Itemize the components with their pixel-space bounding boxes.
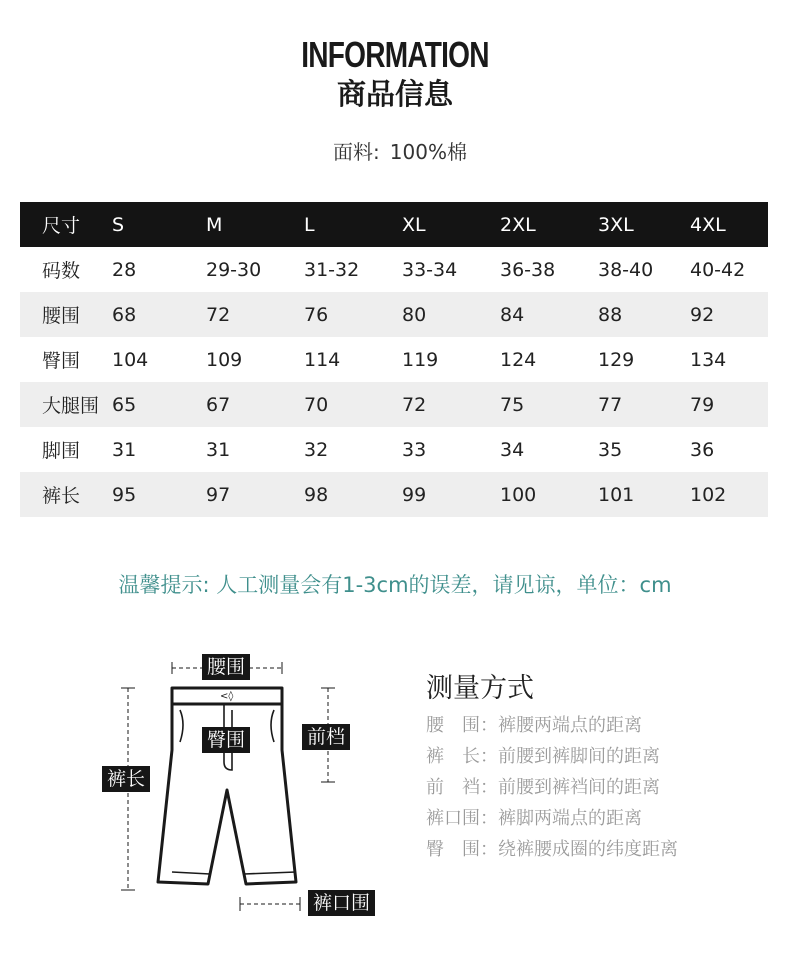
table-header-row [20,202,768,247]
table-header-cell: 3XL [598,213,634,236]
table-cell: 70 [304,393,329,416]
table-cell: 36 [690,438,715,461]
table-cell: 79 [690,393,715,416]
table-cell: 40-42 [690,258,746,281]
method-title: 测量方式 [426,673,534,704]
table-row [20,382,768,427]
table-cell: 65 [112,393,137,416]
table-cell: 32 [304,438,329,461]
table-cell: 129 [598,348,635,371]
table-cell: 95 [112,483,137,506]
method-list [426,711,678,866]
table-cell: 31-32 [304,258,360,281]
table-cell: 76 [304,303,329,326]
table-cell: 98 [304,483,329,506]
table-cell: 100 [500,483,537,506]
table-row [20,472,768,517]
method-item: 裤 长：前腰到裤脚间的距离 [426,746,660,767]
table-cell: 124 [500,348,537,371]
table-row [20,247,768,292]
row-label: 臀围 [42,350,81,372]
table-header-cell: L [304,213,315,236]
table-cell: 29-30 [206,258,262,281]
table-cell: 92 [690,303,715,326]
table-header-cell: XL [402,213,426,236]
label-hip: 臀围 [202,727,250,753]
measurement-tip: 温馨提示: 人工测量会有1-3cm的误差，请见谅，单位：cm [118,573,672,597]
method-item: 腰 围：裤腰两端点的距离 [426,715,642,736]
table-cell: 102 [690,483,727,506]
label-length: 裤长 [102,766,150,792]
row-label: 腰围 [42,305,81,327]
table-cell: 77 [598,393,623,416]
table-row [20,427,768,472]
table-cell: 33-34 [402,258,458,281]
table-header-cell: 4XL [690,213,726,236]
table-cell: 109 [206,348,243,371]
row-label: 码数 [42,260,81,282]
fabric-value: 100%棉 [389,140,467,164]
table-cell: 84 [500,303,525,326]
table-cell: 99 [402,483,427,506]
svg-text:<◊: <◊ [220,691,234,702]
row-label: 大腿围 [42,395,100,417]
row-label: 裤长 [42,485,81,507]
table-cell: 67 [206,393,231,416]
table-cell: 80 [402,303,427,326]
table-cell: 114 [304,348,341,371]
row-label: 脚围 [42,440,81,462]
table-cell: 75 [500,393,525,416]
title-english: INFORMATION [301,34,489,75]
table-cell: 31 [206,438,231,461]
table-cell: 33 [402,438,427,461]
table-cell: 119 [402,348,439,371]
fabric-info [0,136,790,165]
size-table [20,202,768,517]
table-cell: 101 [598,483,635,506]
table-header-cell: 2XL [500,213,536,236]
table-cell: 31 [112,438,137,461]
table-cell: 35 [598,438,623,461]
label-rise: 前档 [302,724,350,750]
table-cell: 88 [598,303,623,326]
method-item: 前 裆：前腰到裤裆间的距离 [426,777,660,798]
table-cell: 36-38 [500,258,556,281]
table-header-cell: S [112,213,125,236]
title-chinese: 商品信息 [336,77,453,111]
table-header-cell: 尺寸 [42,215,81,237]
table-cell: 134 [690,348,727,371]
table-cell: 104 [112,348,149,371]
table-header-cell: M [206,213,223,236]
label-waist: 腰围 [202,654,250,680]
table-row [20,337,768,382]
table-cell: 34 [500,438,525,461]
method-item: 裤口围：裤脚两端点的距离 [426,808,642,829]
pants-diagram [100,650,400,920]
label-hem: 裤口围 [308,890,375,916]
method-item: 臀 围：绕裤腰成圈的纬度距离 [426,839,678,860]
table-cell: 97 [206,483,231,506]
table-cell: 28 [112,258,137,281]
table-cell: 72 [206,303,231,326]
fabric-label: 面料: [333,140,380,164]
table-cell: 38-40 [598,258,654,281]
table-cell: 72 [402,393,427,416]
table-cell: 68 [112,303,137,326]
table-row [20,292,768,337]
